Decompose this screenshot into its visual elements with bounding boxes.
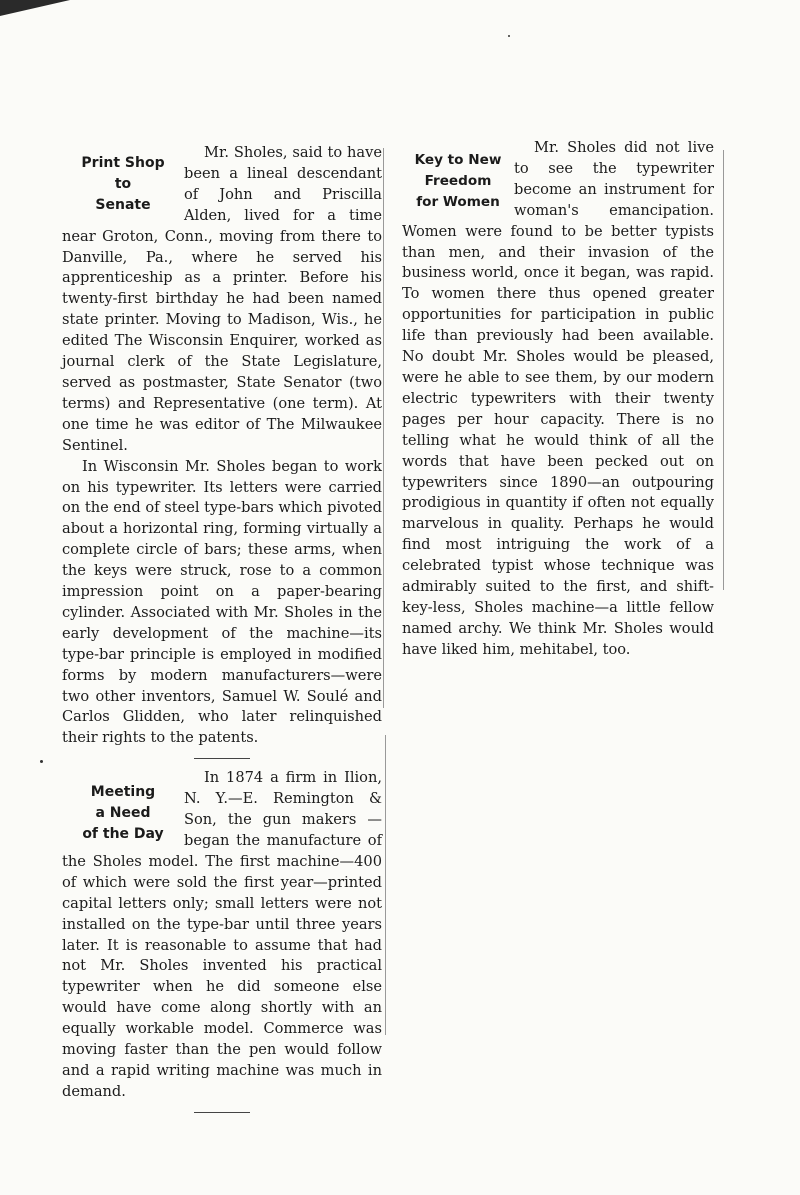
paragraph: In 1874 a firm in Ilion, N. Y.—E. Remington & Son, the gun makers — began the manufacture of the Sholes model. The first machine—400 of which were sold the first year—printed capital letters only; small letters were not installed on the type-bar until three years later. It is reasonable to assume that had not Mr. Sholes invented his practical typewriter when he did someone else would have come along shortly with an equally workable model. Commerce was moving faster than the pen would follow and a rapid writing machine was much in demand. — [62, 769, 382, 1100]
section-divider — [194, 758, 250, 759]
section-divider — [194, 1112, 250, 1113]
heading-line: Senate — [95, 196, 151, 213]
heading-line: Print Shop — [81, 155, 165, 171]
heading-line: to — [114, 175, 132, 192]
right-column — [402, 138, 714, 661]
heading-line: Key to New — [414, 152, 502, 168]
heading-line: of the Day — [82, 826, 164, 843]
column-edge-right — [723, 150, 724, 590]
column-edge-left — [383, 148, 384, 708]
margin-dot — [40, 760, 43, 763]
heading-line: a Need — [95, 805, 151, 822]
margin-dot — [508, 35, 510, 37]
heading-line: Freedom — [424, 172, 492, 189]
paragraph: Mr. Sholes, said to have been a lineal descendant of John and Priscilla Alden, lived for a time near Groton, Conn., moving from there to Danville, Pa., where he served his apprenticeship as a printer. Before his twenty-first birthday he had been named state printer. Moving to Madison, Wis., he edited The Wisconsin Enquirer, worked as journal clerk of the State Legislature, served as postmaster, State Senator (two terms) and Representative (one term). At one time he was editor of The Milwaukee Sentinel. — [62, 144, 382, 454]
paragraph: In Wisconsin Mr. Sholes began to work on his typewriter. Its letters were carried on the end of steel type-bars which pivoted about a horizontal ring, forming virtually a complete circle of bars; these arms, when the keys were struck, rose to a common impression point on a paper-bearing cylinder. Associated with Mr. Sholes in the early development of the machine—its type-bar principle is employed in modified forms by modern manufacturers—were two other inventors, Samuel W. Soulé and Carlos Glidden, who later relinquished their rights to the patents. — [62, 457, 382, 747]
paragraph: Mr. Sholes did not live to see the typewriter become an instrument for woman's emancipation. Women were found to be better typists than men, and their invasion of the business world, once it began, was rapid. To women there thus opened greater opportunities for participation in public life than previously had been available. No doubt Mr. Sholes would be pleased, were he able to see them, by our modern electric typewriters with their twenty pages per hour capacity. There is no telling what he would think of all the words that have been pecked out on typewriters since 1890—an outpouring prodigious in quantity if often not equally marvelous in quality. Perhaps he would find most intriguing the work of a celebrated typist whose technique was admirably suited to the first, and shift-key-less, Sholes machine—a little fellow named archy. We think Mr. Sholes would have liked him, mehitabel, too. — [402, 139, 714, 658]
heading-line: for Women — [416, 193, 500, 210]
side-heading-key-to-freedom — [402, 150, 514, 213]
heading-line: Meeting — [90, 784, 156, 801]
column-edge-left-lower — [385, 735, 386, 1035]
side-heading-meeting — [62, 782, 184, 845]
left-column — [62, 143, 382, 1122]
page-corner-mark — [0, 0, 70, 16]
side-heading-print-shop — [62, 153, 184, 216]
